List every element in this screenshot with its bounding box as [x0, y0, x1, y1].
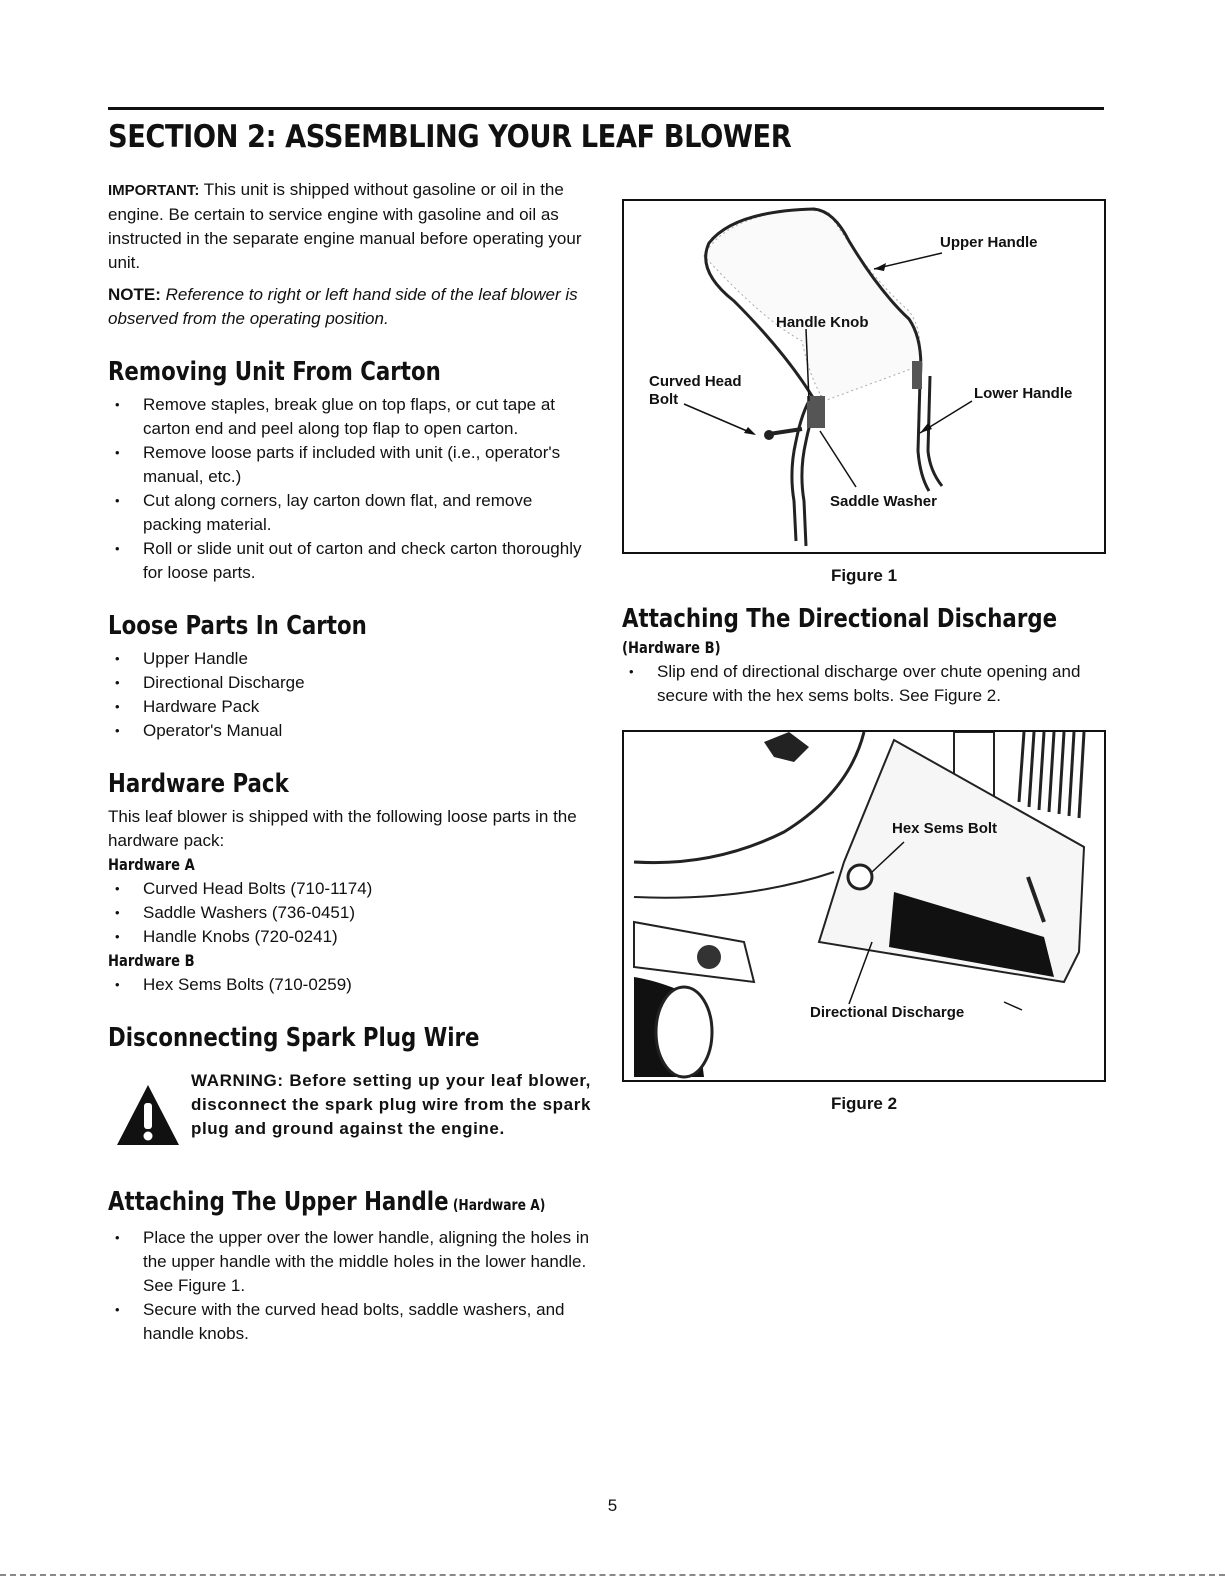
hardware-b-list — [108, 973, 590, 997]
directional-discharge-callout: Directional Discharge — [810, 1004, 965, 1021]
page-number: 5 — [607, 1496, 618, 1515]
bolt-callout: Bolt — [649, 391, 679, 408]
important-text: This unit is shipped without gasoline or oil in the engine. Be certain to service engine with gasoline and oil as instructed in the separate engine manual before operating your unit. — [108, 180, 582, 272]
hardware-pack-intro: This leaf blower is shipped with the following loose parts in the hardware pack: — [108, 807, 577, 850]
list-item: • Hardware Pack — [108, 695, 590, 719]
curved-head-callout: Curved Head — [649, 373, 742, 390]
figure-2 — [622, 730, 1106, 1082]
list-item: • Directional Discharge — [108, 671, 590, 695]
bottom-dashed-rule — [0, 1574, 1225, 1576]
removing-heading: Removing Unit From Carton — [108, 357, 441, 387]
important-label: IMPORTANT: — [108, 182, 200, 199]
warning-text: WARNING: Before setting up your leaf blower, disconnect the spark plug wire from the spark plug and ground against the engine. — [191, 1071, 591, 1138]
upper-handle-heading-text: Attaching The Upper Handle — [108, 1187, 449, 1217]
list-item: • Slip end of directional discharge over chute opening and secure with the hex sems bolts. See Figure 2. — [622, 660, 1106, 708]
list-item: • Handle Knobs (720-0241) — [108, 925, 590, 949]
list-item: • Secure with the curved head bolts, saddle washers, and handle knobs. — [108, 1298, 590, 1346]
warning-block — [108, 1069, 590, 1167]
figure-2-caption: Figure 2 — [830, 1094, 898, 1113]
important-paragraph — [108, 178, 590, 275]
loose-parts-list — [108, 647, 590, 743]
saddle-washer-callout: Saddle Washer — [830, 493, 937, 510]
list-item: • Cut along corners, lay carton down flat, and remove packing material. — [108, 489, 590, 537]
list-item: • Hex Sems Bolts (710-0259) — [108, 973, 590, 997]
note-label: NOTE: — [108, 285, 161, 304]
upper-handle-heading — [108, 1185, 546, 1222]
hardware-pack-heading: Hardware Pack — [108, 769, 289, 799]
list-item: • Operator's Manual — [108, 719, 590, 743]
note-text: Reference to right or left hand side of the leaf blower is observed from the operating position. — [108, 285, 578, 328]
top-rule — [108, 107, 1104, 110]
spark-plug-heading: Disconnecting Spark Plug Wire — [108, 1023, 480, 1053]
upper-handle-heading-suffix: (Hardware A) — [448, 1196, 546, 1214]
figure-1 — [622, 199, 1106, 554]
list-item: • Saddle Washers (736-0451) — [108, 901, 590, 925]
warning-icon — [116, 1083, 180, 1147]
directional-heading: Attaching The Directional Discharge — [622, 604, 1058, 634]
list-item: • Upper Handle — [108, 647, 590, 671]
hardware-a-heading: Hardware A — [108, 855, 195, 874]
directional-sub: (Hardware B) — [622, 638, 721, 657]
discharge-illustration — [624, 732, 1104, 1080]
upper-handle-list — [108, 1226, 590, 1346]
list-item: • Roll or slide unit out of carton and check carton thoroughly for loose parts. — [108, 537, 590, 585]
list-item: • Curved Head Bolts (710-1174) — [108, 877, 590, 901]
list-item: • Place the upper over the lower handle, aligning the holes in the upper handle with the middle holes in the lower handle. See Figure 1. — [108, 1226, 590, 1298]
list-item: • Remove loose parts if included with unit (i.e., operator's manual, etc.) — [108, 441, 590, 489]
hardware-a-list — [108, 877, 590, 949]
removing-list — [108, 393, 590, 585]
hex-sems-bolt-callout: Hex Sems Bolt — [892, 820, 998, 837]
hardware-b-heading: Hardware B — [108, 951, 195, 970]
handle-knob-callout: Handle Knob — [776, 314, 869, 331]
lower-handle-callout: Lower Handle — [974, 385, 1073, 402]
loose-parts-heading: Loose Parts In Carton — [108, 611, 367, 641]
left-column — [108, 178, 590, 1346]
note-paragraph — [108, 283, 590, 331]
list-item: • Remove staples, break glue on top flaps, or cut tape at carton end and peel along top flap to open carton. — [108, 393, 590, 441]
section-title: SECTION 2: ASSEMBLING YOUR LEAF BLOWER — [108, 119, 792, 155]
right-column — [622, 199, 1106, 1116]
upper-handle-callout: Upper Handle — [940, 234, 1038, 251]
figure-1-caption: Figure 1 — [830, 566, 898, 585]
directional-list — [622, 660, 1106, 708]
